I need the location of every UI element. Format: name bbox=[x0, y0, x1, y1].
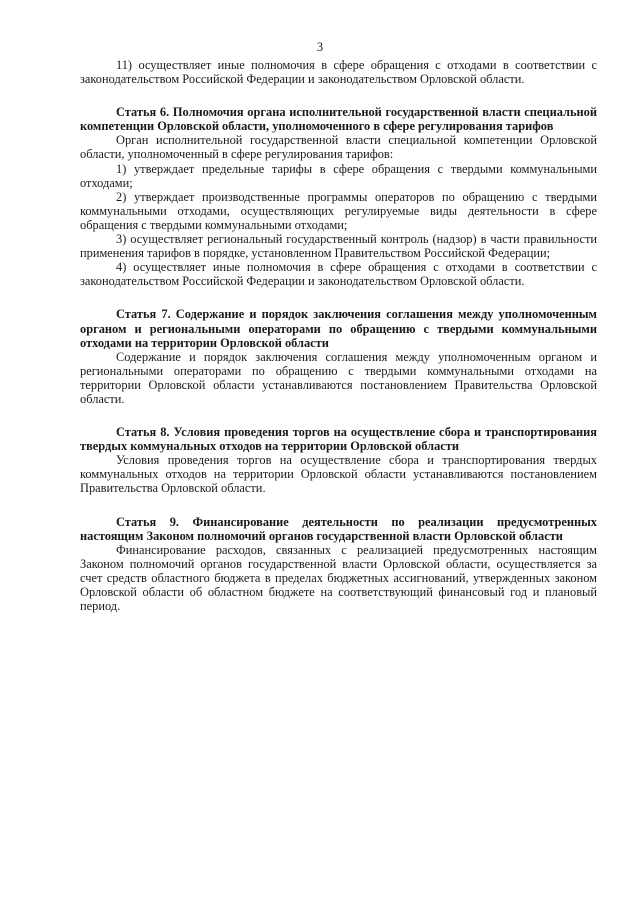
article-6-paragraph: Орган исполнительной государственной власти специальной компетенции Орловской области, уполномоченный в сфере регулирования тарифов: bbox=[80, 133, 597, 162]
page-number: 3 bbox=[316, 40, 324, 54]
article-7 bbox=[80, 307, 597, 406]
article-6-heading: Статья 6. Полномочия органа исполнительной государственной власти специальной компетенции Орловской области, уполномоченного в сфере регулирования тарифов bbox=[80, 105, 597, 134]
intro-paragraph: 11) осуществляет иные полномочия в сфере обращения с отходами в соответствии с законодательством Российской Федерации и законодательством Орловской области. bbox=[80, 58, 597, 87]
document-body bbox=[80, 58, 597, 613]
article-9 bbox=[80, 515, 597, 614]
article-6-paragraph: 2) утверждает производственные программы операторов по обращению с твердыми коммунальными отходами, осуществляющих регулируемые виды деятельности в сфере обращения с твердыми коммунальными отходами; bbox=[80, 189, 597, 232]
article-8-heading: Статья 8. Условия проведения торгов на осуществление сбора и транспортирования твердых коммунальных отходов на территории Орловской области bbox=[80, 425, 597, 454]
article-9-paragraph: Финансирование расходов, связанных с реализацией предусмотренных настоящим Законом полномочий органов государственной власти Орловской области, осуществляется за счет средств областного бюджета в пределах бюджетных ассигнований, утвержденных законом Орловской области об областном бюджете на соответствующий финансовый год и плановый период. bbox=[80, 542, 597, 614]
article-6 bbox=[80, 105, 597, 288]
article-7-heading: Статья 7. Содержание и порядок заключения соглашения между уполномоченным органом и региональными операторами по обращению с твердыми коммунальными отходами на территории Орловской области bbox=[80, 307, 597, 350]
article-7-paragraph: Содержание и порядок заключения соглашения между уполномоченным органом и региональными операторами по обращению с твердыми коммунальными отходами на территории Орловской области устанавливаются постановлением Правительства Орловской области. bbox=[80, 349, 597, 406]
article-8-paragraph: Условия проведения торгов на осуществление сбора и транспортирования твердых коммунальных отходов на территории Орловской области устанавливаются постановлением Правительства Орловской области. bbox=[80, 453, 597, 496]
article-8 bbox=[80, 425, 597, 495]
article-6-paragraph: 4) осуществляет иные полномочия в сфере обращения с отходами в соответствии с законодательством Российской Федерации и законодательством Орловской области. bbox=[80, 260, 597, 289]
article-6-paragraph: 1) утверждает предельные тарифы в сфере обращения с твердыми коммунальными отходами; bbox=[80, 161, 597, 190]
article-9-heading: Статья 9. Финансирование деятельности по реализации предусмотренных настоящим Законом полномочий органов государственной власти Орловской области bbox=[80, 514, 597, 543]
article-6-paragraph: 3) осуществляет региональный государственный контроль (надзор) в части правильности применения тарифов в порядке, установленном Правительством Российской Федерации; bbox=[80, 232, 597, 261]
